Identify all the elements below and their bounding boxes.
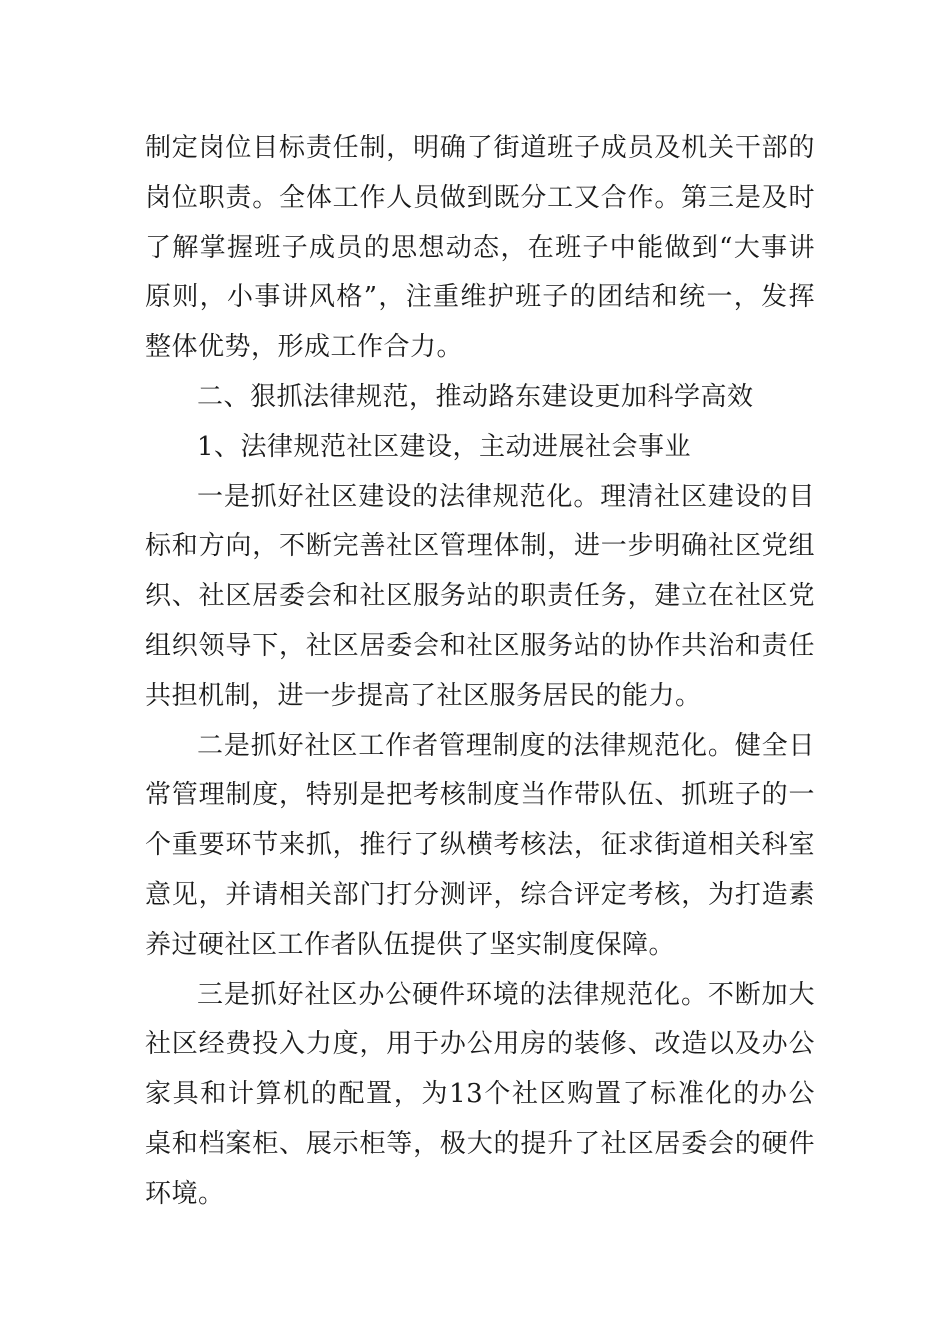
document-body bbox=[145, 124, 815, 1220]
subsection-heading: 1、法律规范社区建设，主动进展社会事业 bbox=[197, 431, 692, 462]
paragraph-continuation: 制定岗位目标责任制，明确了街道班子成员及机关干部的岗位职责。全体工作人员做到既分工又合作。第三是及时了解掌握班子成员的思想动态，在班子中能做到“大事讲原则，小事讲风格”，注重维护班子的团结和统一，发挥整体优势，形成工作合力。 bbox=[145, 133, 815, 363]
paragraph-worker-management: 二是抓好社区工作者管理制度的法律规范化。健全日常管理制度，特别是把考核制度当作带队伍、抓班子的一个重要环节来抓，推行了纵横考核法，征求街道相关科室意见，并请相关部门打分测评，综合评定考核，为打造素养过硬社区工作者队伍提供了坚实制度保障。 bbox=[145, 730, 815, 960]
section-heading: 二、狠抓法律规范，推动路东建设更加科学高效 bbox=[197, 381, 754, 412]
paragraph-community-building: 一是抓好社区建设的法律规范化。理清社区建设的目标和方向，不断完善社区管理体制，进一步明确社区党组织、社区居委会和社区服务站的职责任务，建立在社区党组织领导下，社区居委会和社区服务站的协作共治和责任共担机制，进一步提高了社区服务居民的能力。 bbox=[145, 481, 815, 711]
paragraph-office-hardware: 三是抓好社区办公硬件环境的法律规范化。不断加大社区经费投入力度，用于办公用房的装修、改造以及办公家具和计算机的配置，为13个社区购置了标准化的办公桌和档案柜、展示柜等，极大的提升了社区居委会的硬件环境。 bbox=[145, 979, 815, 1209]
